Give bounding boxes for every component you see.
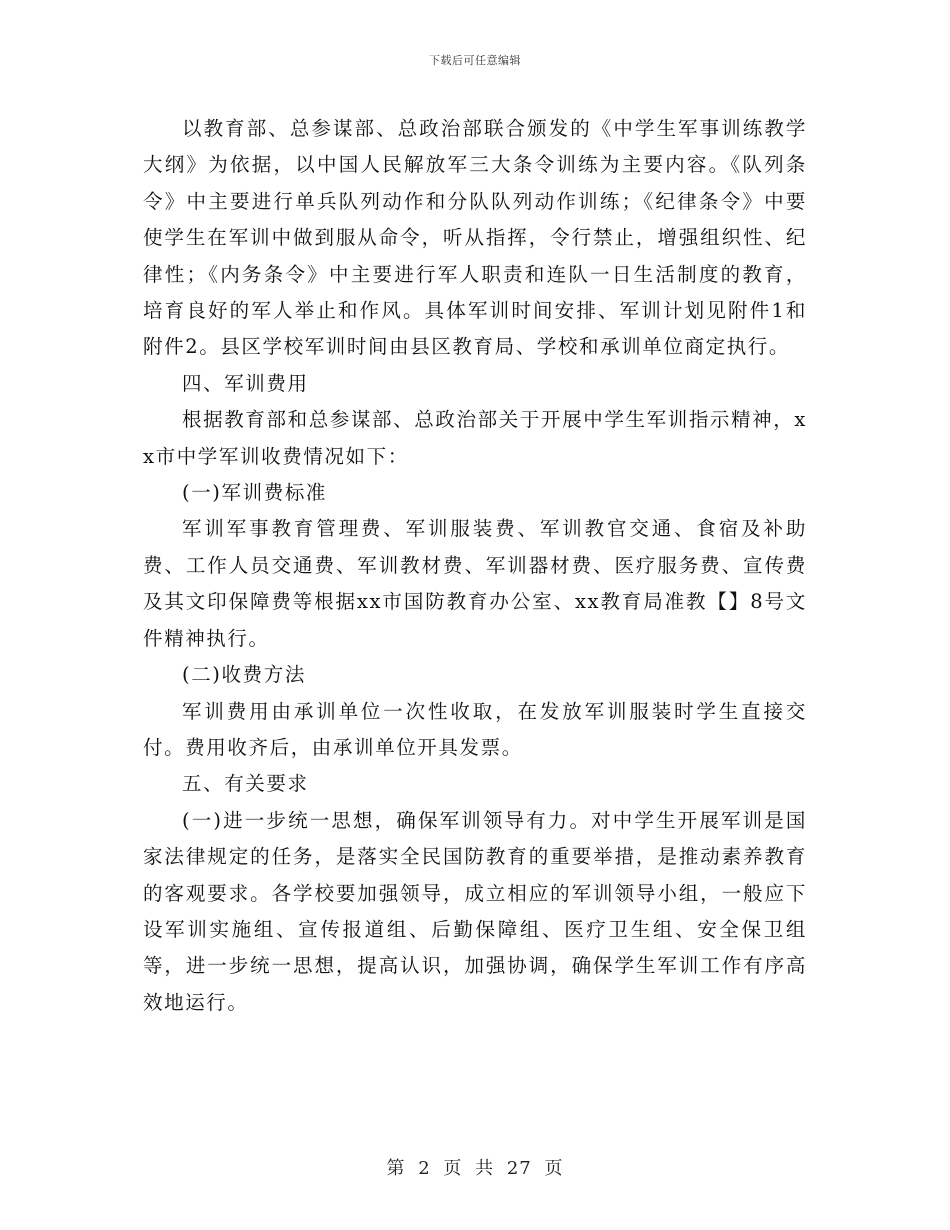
- document-body: [143, 111, 807, 1021]
- subheading-fee-method: (二)收费方法: [182, 663, 306, 687]
- section-heading-requirements: 五、有关要求: [182, 772, 309, 796]
- page-number: 第 2 页 共 27 页: [386, 1158, 564, 1179]
- paragraph-fee-standard: 军训军事教育管理费、军训服装费、军训教官交通、食宿及补助费、工作人员交通费、军训教材费、军训器材费、医疗服务费、宣传费及其文印保障费等根据xx市国防教育办公室、xx教育局准教【】8号文件精神执行。: [143, 517, 807, 650]
- section-heading-fees: 四、军训费用: [182, 371, 309, 395]
- paragraph-fee-method: 军训费用由承训单位一次性收取，在发放军训服装时学生直接交付。费用收齐后，由承训单位开具发票。: [143, 699, 807, 759]
- paragraph-requirement-one: (一)进一步统一思想，确保军训领导有力。对中学生开展军训是国家法律规定的任务，是落实全民国防教育的重要举措，是推动素养教育的客观要求。各学校要加强领导，成立相应的军训领导小组，一般应下设军训实施组、宣传报道组、后勤保障组、医疗卫生组、安全保卫组等，进一步统一思想，提高认识，加强协调，确保学生军训工作有序高效地运行。: [143, 808, 807, 1014]
- paragraph-fee-basis: 根据教育部和总参谋部、总政治部关于开展中学生军训指示精神，xx市中学军训收费情况如下：: [143, 408, 807, 468]
- header-note: 下载后可任意编辑: [429, 54, 521, 67]
- subheading-fee-standard: (一)军训费标准: [182, 481, 328, 505]
- paragraph-training-content: 以教育部、总参谋部、总政治部联合颁发的《中学生军事训练教学大纲》为依据，以中国人民解放军三大条令训练为主要内容。《队列条令》中主要进行单兵队列动作和分队队列动作训练；《纪律条令》中要使学生在军训中做到服从命令，听从指挥，令行禁止，增强组织性、纪律性；《内务条令》中主要进行军人职责和连队一日生活制度的教育，培育良好的军人举止和作风。具体军训时间安排、军训计划见附件1和附件2。县区学校军训时间由县区教育局、学校和承训单位商定执行。: [143, 117, 807, 359]
